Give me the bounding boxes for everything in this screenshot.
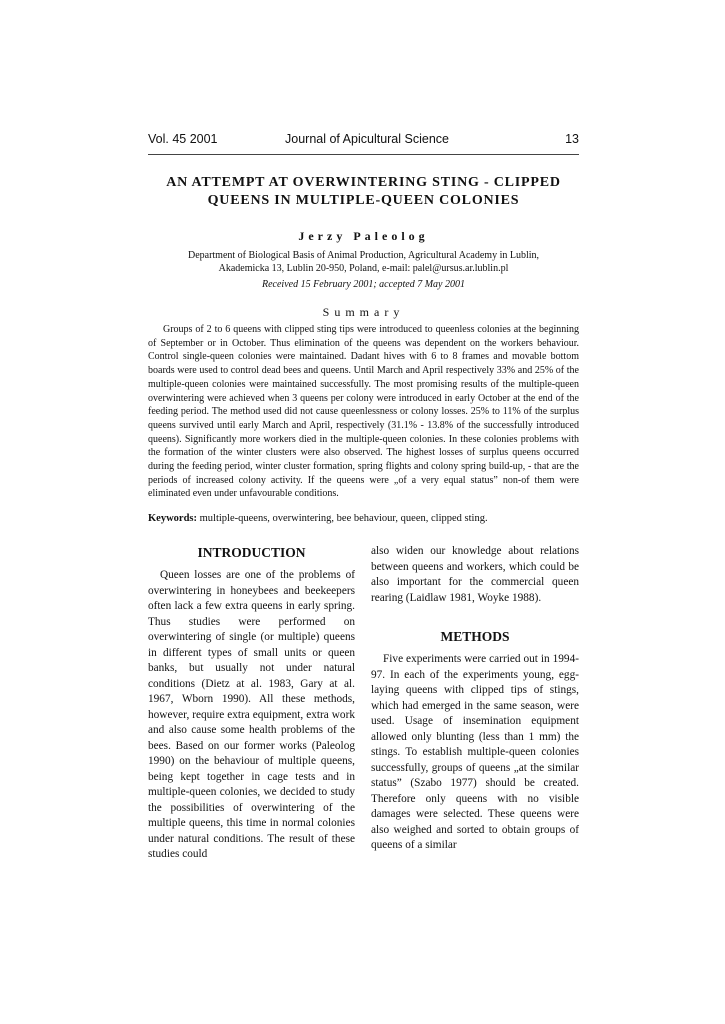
affiliation-line-2: Akademicka 13, Lublin 20-950, Poland, e-mail: palel@ursus.ar.lublin.pl (218, 263, 509, 274)
running-header (148, 132, 579, 152)
affiliation-line-1: Department of Biological Basis of Animal Production, Agricultural Academy in Lublin, (187, 250, 540, 261)
article-title: AN ATTEMPT AT OVERWINTERING STING - CLIPPED QUEENS IN MULTIPLE-QUEEN COLONIES (166, 175, 561, 208)
summary-text: Groups of 2 to 6 queens with clipped sting tips were introduced to queenless colonies at the beginning of September or in October. Thus elimination of the queens was dependent on the workers behaviour. Control single-queen colonies were maintained. Dadant hives with 6 to 8 frames and movable bottom boards were used to control dead bees and queens. Until March and April respectively 33% and 25% of the multiple-queen colonies were maintained successfully. The most promising results of the multiple-queen overwintering were achieved when 3 queens per colony were introduced in early October at the end of the feeding period. The method used did not cause queenlessness or colony losses. 25% to 11% of the surplus queens survived until early March and April, respectively (31.1% - 13.8% of the successfully introduced queens). Significantly more workers died in the multiple-queen colonies. In these colonies problems with the formation of the winter clusters were also observed. The highest losses of surplus queens occurred during the feeding period, winter cluster formation, spring flights and colony spring build-up, - that are the periods of increased colony activity. If the queens were „of a very equal status” non-of them were eliminated even under unfavourable conditions. (148, 324, 579, 500)
keywords (148, 513, 579, 524)
methods-heading: METHODS (440, 629, 510, 644)
introduction-text: Queen losses are one of the problems of overwintering in honeybees and beekeepers often lack a few extra queens in early spring. Thus studies were performed on overwintering of single (or multiple) queens in different types of small units or queen banks, but usually not under natural conditions (Dietz at al. 1983, Gary at al. 1967, Wborn 1990). All these methods, however, require extra equipment, extra work and also cause some health problems of the bees. Based on our former works (Paleolog 1990) on the behaviour of multiple queens, being kept together in cage tests and in multiple-queen colonies, we decided to study the possibilities of overwintering of the multiple queens, this time in normal colonies under natural conditions. The result of these studies could (148, 569, 355, 860)
left-column (148, 544, 355, 863)
page-number: 13 (565, 132, 579, 146)
keywords-text: multiple-queens, overwintering, bee behaviour, queen, clipped sting. (197, 513, 488, 524)
introduction-continuation: also widen our knowledge about relations between queens and workers, which could be also important for the commercial queen rearing (Laidlaw 1981, Woyke 1988). (371, 545, 579, 604)
keywords-label: Keywords: (148, 513, 197, 524)
received-date: Received 15 February 2001; accepted 7 May 2001 (262, 279, 465, 290)
summary-heading: Summary (322, 305, 405, 319)
right-column (371, 544, 579, 854)
methods-text: Five experiments were carried out in 1994-97. In each of the experiments young, egg-laying queens with clipped tips of stings, which had emerged in the same season, were used. Usage of insemination equipment allowed only blunting (less than 1 mm) the stings. To establish multiple-queen colonies successfully, groups of queens „at the similar status” (Szabo 1977) should be created. Therefore only queens with no visible damages were selected. These queens were also weighed and sorted to obtain groups of queens of a similar (371, 653, 579, 851)
volume-label: Vol. 45 2001 (148, 132, 218, 146)
journal-name: Journal of Apicultural Science (285, 132, 449, 146)
affiliation (148, 249, 579, 275)
header-rule (148, 154, 579, 155)
introduction-heading: INTRODUCTION (197, 545, 306, 560)
author-name: Jerzy Paleolog (298, 229, 429, 243)
